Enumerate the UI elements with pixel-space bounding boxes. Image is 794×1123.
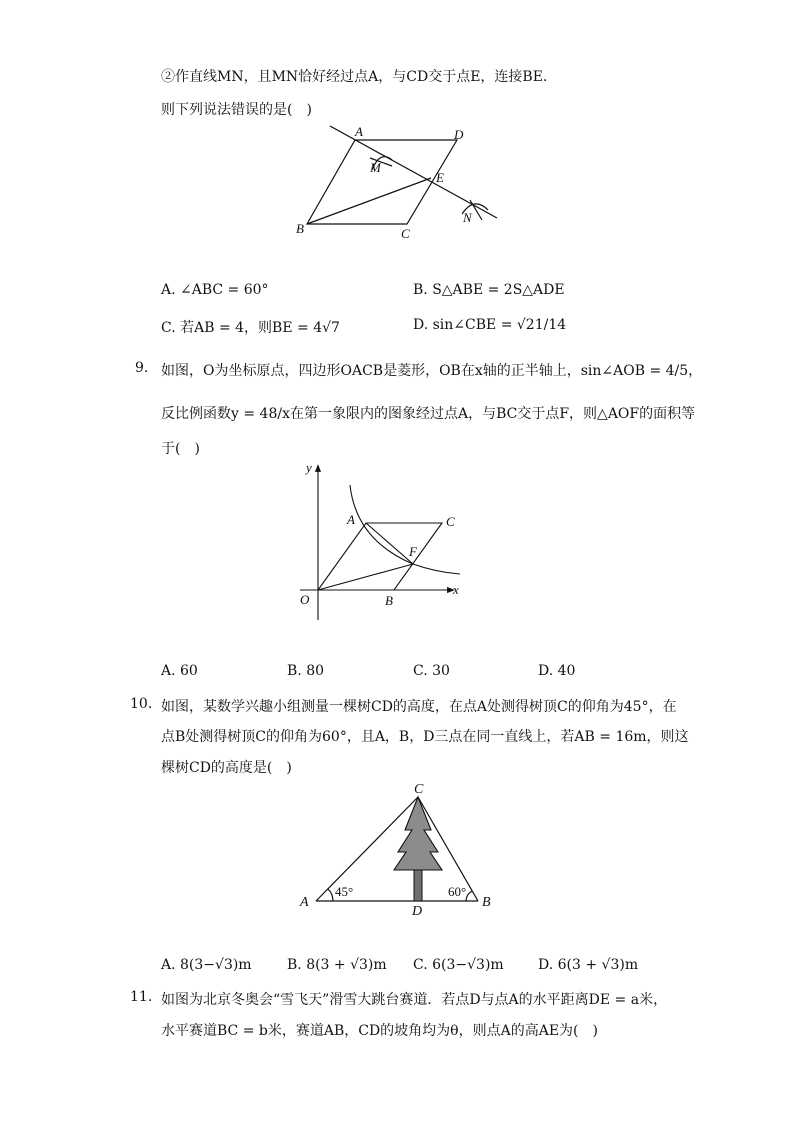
- q8-segment-BE: [307, 178, 431, 224]
- q10-line2: 点B处测得树顶C的仰角为60°，且A，B，D三点在同一直线上，若AB = 16m，则这: [161, 729, 689, 745]
- q8-label-D: D: [454, 127, 464, 142]
- q8-label-B: B: [296, 221, 304, 236]
- q9-label-C: C: [446, 514, 455, 529]
- q11-line1: 如图为北京冬奥会“雪飞天”滑雪大跳台赛道．若点D与点A的水平距离DE = a米，: [161, 992, 668, 1008]
- q10-option-a[interactable]: A. 8(3−√3)m: [161, 957, 252, 973]
- q10-option-c[interactable]: C. 6(3−√3)m: [413, 957, 504, 973]
- q9-label-F: F: [409, 544, 417, 559]
- q9-label-O: O: [300, 592, 310, 607]
- q8-label-C: C: [401, 226, 410, 241]
- q9-segment-AF: [366, 523, 413, 564]
- q10-line3: 棵树CD的高度是( ): [161, 760, 292, 776]
- q10-number: 10.: [130, 696, 153, 712]
- q10-label-D: D: [412, 904, 423, 919]
- q9-figure: [290, 455, 470, 625]
- q10-tree-icon: [394, 797, 442, 901]
- q10-option-d[interactable]: D. 6(3 + √3)m: [538, 957, 639, 973]
- q8-label-N: N: [463, 210, 472, 225]
- q9-option-d[interactable]: D. 40: [538, 663, 576, 679]
- q10-angle-B-arc: [466, 891, 472, 901]
- q9-label-A: A: [347, 512, 355, 527]
- q10-option-b[interactable]: B. 8(3 + √3)m: [287, 957, 387, 973]
- q9-segment-OF: [318, 564, 413, 590]
- q9-option-b[interactable]: B. 80: [287, 663, 325, 679]
- q8-figure: [280, 118, 510, 248]
- q10-angle-A-label: 45°: [335, 884, 354, 899]
- q9-line2: 反比例函数y = 48/x在第一象限内的图象经过点A，与BC交于点F，则△AOF的面积等: [161, 406, 696, 422]
- q8-label-M: M: [370, 160, 381, 175]
- q8-label-E: E: [436, 170, 444, 185]
- q8-prompt: 则下列说法错误的是( ): [161, 102, 312, 118]
- q10-angle-A-arc: [328, 889, 333, 901]
- q9-number: 9.: [135, 360, 149, 376]
- q9-hyperbola: [350, 485, 460, 574]
- q8-option-d[interactable]: D. sin∠CBE = √21/14: [413, 317, 567, 333]
- q8-parallelogram: [307, 140, 457, 224]
- q8-step2: ②作直线MN，且MN恰好经过点A，与CD交于点E，连接BE．: [161, 69, 557, 85]
- q8-option-c[interactable]: C. 若AB = 4，则BE = 4√7: [161, 320, 340, 336]
- q11-line2: 水平赛道BC = b米，赛道AB，CD的坡角均为θ，则点A的高AE为( ): [161, 1023, 598, 1039]
- q10-figure: [295, 775, 500, 920]
- q10-angle-B-label: 60°: [448, 884, 467, 899]
- q11-number: 11.: [130, 989, 153, 1005]
- q10-line1: 如图，某数学兴趣小组测量一棵树CD的高度，在点A处测得树顶C的仰角为45°，在: [161, 699, 677, 715]
- q9-option-a[interactable]: A. 60: [161, 663, 198, 679]
- q9-option-c[interactable]: C. 30: [413, 663, 450, 679]
- q9-label-B: B: [385, 593, 393, 608]
- q9-line1: 如图，O为坐标原点，四边形OACB是菱形，OB在x轴的正半轴上，sin∠AOB = 4/5，: [161, 363, 703, 379]
- q9-label-x: x: [453, 582, 459, 597]
- q8-option-a[interactable]: A. ∠ABC = 60°: [161, 282, 269, 298]
- q8-label-A: A: [355, 124, 363, 139]
- q10-label-C: C: [414, 782, 424, 797]
- q9-label-y: y: [306, 460, 312, 475]
- q8-option-b[interactable]: B. S△ABE = 2S△ADE: [413, 282, 565, 298]
- q10-label-B: B: [482, 895, 491, 910]
- q9-line3: 于( ): [161, 441, 200, 457]
- q10-label-A: A: [300, 895, 309, 910]
- q9-rhombus: [318, 523, 442, 590]
